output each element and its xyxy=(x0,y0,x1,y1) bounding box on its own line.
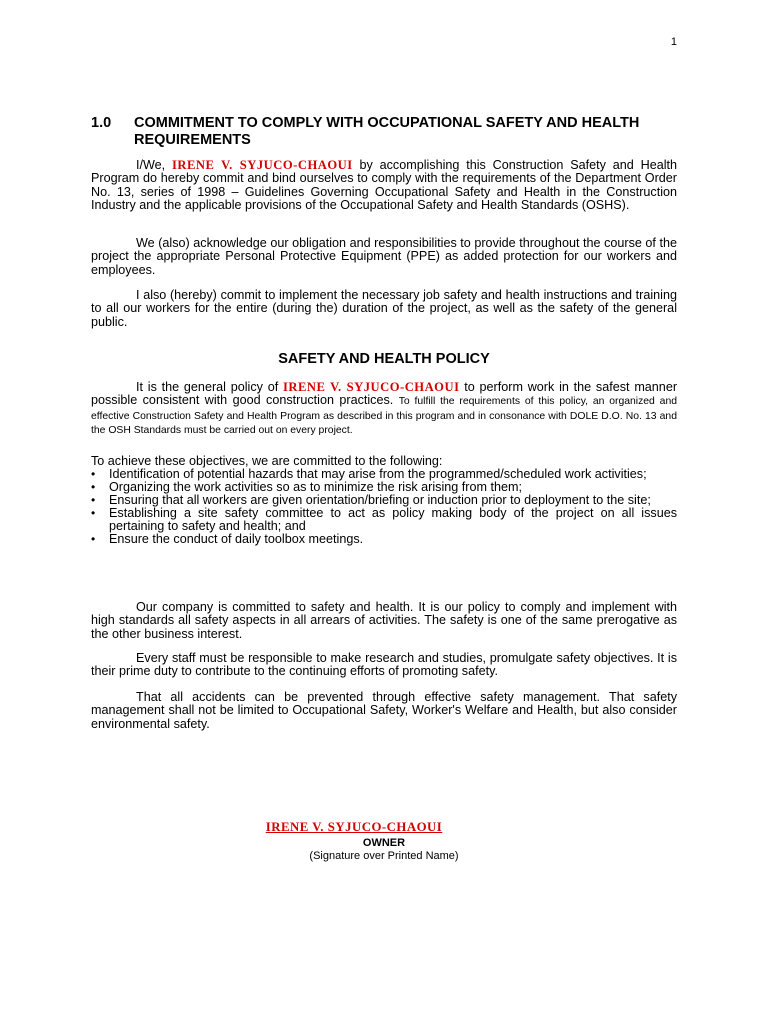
policy-paragraph-3: Every staff must be responsible to make research and studies, promulgate safety objectives. It is their prime duty to contribute to the continuing efforts of promoting safety. xyxy=(91,651,677,679)
page-number: 1 xyxy=(670,36,677,48)
policy-paragraph-2: Our company is committed to safety and health. It is our policy to comply and implement with high standards all safety aspects in all arrears of activities. The safety is one of the same prerogative as the other business interest. xyxy=(91,600,677,641)
bullet-icon: • xyxy=(91,532,96,547)
section-heading xyxy=(91,115,681,149)
commitment-paragraph-3: I also (hereby) commit to implement the necessary job safety and health instructions and training to all our workers for the entire (during the) duration of the project, as well as the safety of the general public. xyxy=(91,288,677,329)
commitment-paragraph-2: We (also) acknowledge our obligation and responsibilities to provide throughout the course of the project the appropriate Personal Protective Equipment (PPE) as added protection for our workers and employees. xyxy=(91,236,677,277)
section-number: 1.0 xyxy=(91,115,112,131)
company-name: IRENE V. SYJUCO-CHAOUI xyxy=(282,380,460,394)
signature-block xyxy=(0,818,768,862)
commitment-text: by accomplishing this Construction Safety and Health Program do hereby commit and bind ourselves to comply with the requirements of the Department Order No. 13, series of 1998 – Guidelines Governing Occupational Safety and Health in the Construction Industry and the applicable provisions of the Occupational Safety and Health Standards (OSHS). xyxy=(91,158,678,212)
signature-name: IRENE V. SYJUCO-CHAOUI xyxy=(265,820,443,834)
signature-title: OWNER xyxy=(362,837,406,849)
list-item: • Organizing the work activities so as to minimize the risk arising from them; xyxy=(91,480,522,495)
list-item: • Identification of potential hazards that may arise from the programmed/scheduled work activities; xyxy=(91,467,647,481)
list-item: • Establishing a site safety committee to act as policy making body of the project on all issues pertaining to safety and health; and xyxy=(91,506,677,534)
bullet-icon: • xyxy=(91,506,96,521)
bullet-icon: • xyxy=(91,467,96,481)
commitment-paragraph-1 xyxy=(91,159,677,212)
signature-caption: (Signature over Printed Name) xyxy=(309,850,459,862)
objectives-intro: To achieve these objectives, we are committed to the following: xyxy=(91,454,443,468)
list-item: • Ensuring that all workers are given orientation/briefing or induction prior to deployment to the site; xyxy=(91,493,651,508)
company-name: IRENE V. SYJUCO-CHAOUI xyxy=(172,158,353,172)
policy-small-text: To fulfill the requirements of this policy, an organized and effective Construction Safety and Health Program as described in this program and in consonance with DOLE D.O. No. 13 and the OSH Standards must be carried out on every project. xyxy=(91,396,677,436)
policy-text: to perform work in the safest manner possible consistent with good construction practices. xyxy=(91,380,678,408)
policy-heading: SAFETY AND HEALTH POLICY xyxy=(278,351,490,367)
list-item: • Ensure the conduct of daily toolbox meetings. xyxy=(91,532,364,547)
policy-paragraph-1 xyxy=(91,381,677,437)
policy-paragraph-4: That all accidents can be prevented through effective safety management. That safety management shall not be limited to Occupational Safety, Worker's Welfare and Health, but also consider environmental safety. xyxy=(91,690,677,731)
section-title: COMMITMENT TO COMPLY WITH OCCUPATIONAL SAFETY AND HEALTH REQUIREMENTS xyxy=(134,115,640,148)
objectives-list xyxy=(91,468,677,547)
policy-prefix: It is the general policy of xyxy=(136,380,279,394)
commitment-prefix: I/We, xyxy=(136,158,166,172)
bullet-icon: • xyxy=(91,480,96,495)
bullet-icon: • xyxy=(91,493,96,508)
